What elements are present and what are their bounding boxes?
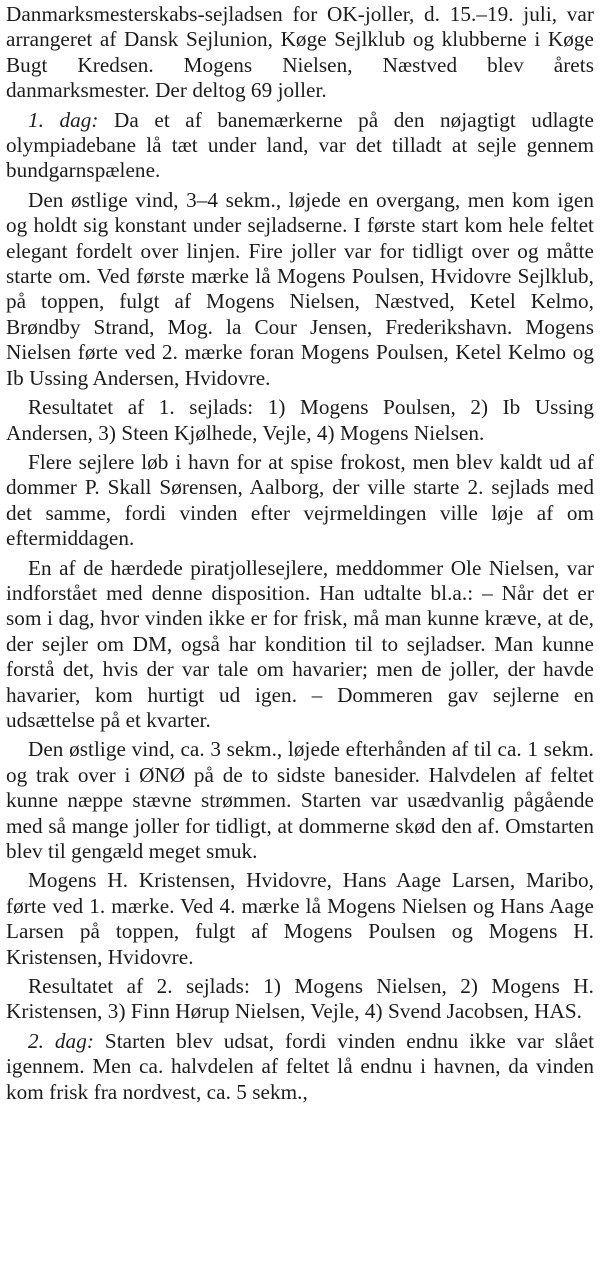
lunch-paragraph	[6, 450, 594, 552]
paragraph-text: Resultatet af 1. sejlads: 1) Mogens Poulsen, 2) Ib Ussing Andersen, 3) Steen Kjølhede, Vejle, 4) Mogens Nielsen.	[6, 395, 594, 445]
race-2-lead-paragraph	[6, 868, 594, 970]
day-1-paragraph	[6, 108, 594, 184]
intro-paragraph	[6, 2, 594, 104]
paragraph-text: Da et af banemærkerne på den nøjagtigt udlagte olympiadebane lå tæt under land, var det tilladt at sejle gennem bundgarnspælene.	[6, 107, 595, 183]
article-page	[6, 2, 594, 1109]
paragraph-text: Mogens H. Kristensen, Hvidovre, Hans Aage Larsen, Maribo, førte ved 1. mærke. Ved 4. mærke lå Mogens Nielsen og Hans Aage Larsen på toppen, fulgt af Mogens Poulsen og Mogens H. Kristensen, Hvidovre.	[6, 868, 594, 969]
wind-paragraph	[6, 188, 594, 391]
paragraph-text: Starten blev udsat, fordi vinden endnu ikke var slået igennem. Men ca. halvdelen af feltet lå endnu i havnen, da vinden kom frisk fra nordvest, ca. 5 sekm.,	[6, 1028, 594, 1104]
paragraph-text: Flere sejlere løb i havn for at spise frokost, men blev kaldt ud af dommer P. Skall Sørensen, Aalborg, der ville starte 2. sejlads med det samme, fordi vinden efter vejrmeldingen ville løje af om eftermiddagen.	[6, 449, 594, 551]
paragraph-text: En af de hærdede piratjollesejlere, meddommer Ole Nielsen, var indforstået med denne disposition. Han udtalte bl.a.: – Når det er som i dag, hvor vinden ikke er for frisk, må man kunne kræve, at de, der sejler om DM, også har kondition til to sejladser. Man kunne forstå det, hvis der var tale om havarier; men de joller, der havde havarier, kom hurtigt ud igen. – Dommeren gav sejlerne en udsættelse på et kvarter.	[6, 555, 594, 732]
quote-paragraph	[6, 556, 594, 734]
paragraph-text: Danmarksmesterskabs-sejladsen for OK-joller, d. 15.–19. juli, var arrangeret af Dansk Sejlunion, Køge Sejlklub og klubberne i Køge Bugt Kredsen. Mogens Nielsen, Næstved blev årets danmarksmester. Der deltog 69 joller.	[6, 2, 594, 103]
race-2-wind-paragraph	[6, 737, 594, 864]
paragraph-text: Resultatet af 2. sejlads: 1) Mogens Nielsen, 2) Mogens H. Kristensen, 3) Finn Hørup Nielsen, Vejle, 4) Svend Jacobsen, HAS.	[6, 974, 594, 1024]
paragraph-text: Den østlige vind, 3–4 sekm., løjede en overgang, men kom igen og holdt sig konstant under sejladserne. I første start kom hele feltet elegant fordelt over linjen. Fire joller var for tidligt over og måtte starte om. Ved første mærke lå Mogens Poulsen, Hvidovre Sejlklub, på toppen, fulgt af Mogens Nielsen, Næstved, Ketel Kelmo, Brøndby Strand, Mog. la Cour Jensen, Frederikshavn. Mogens Nielsen førte ved 2. mærke foran Mogens Poulsen, Ketel Kelmo og Ib Ussing Andersen, Hvidovre.	[6, 187, 594, 390]
result-race-2-paragraph	[6, 974, 594, 1025]
day-1-label: 1. dag:	[28, 107, 99, 132]
day-2-label: 2. dag:	[28, 1028, 94, 1053]
day-2-paragraph	[6, 1029, 594, 1105]
paragraph-text: Den østlige vind, ca. 3 sekm., løjede efterhånden af til ca. 1 sekm. og trak over i ØNØ på de to sidste banesider. Halvdelen af feltet kunne næppe stævne strømmen. Starten var usædvanlig pågående med så mange joller for tidligt, at dommerne skød den af. Omstarten blev til gengæld meget smuk.	[6, 737, 594, 863]
result-race-1-paragraph	[6, 395, 594, 446]
